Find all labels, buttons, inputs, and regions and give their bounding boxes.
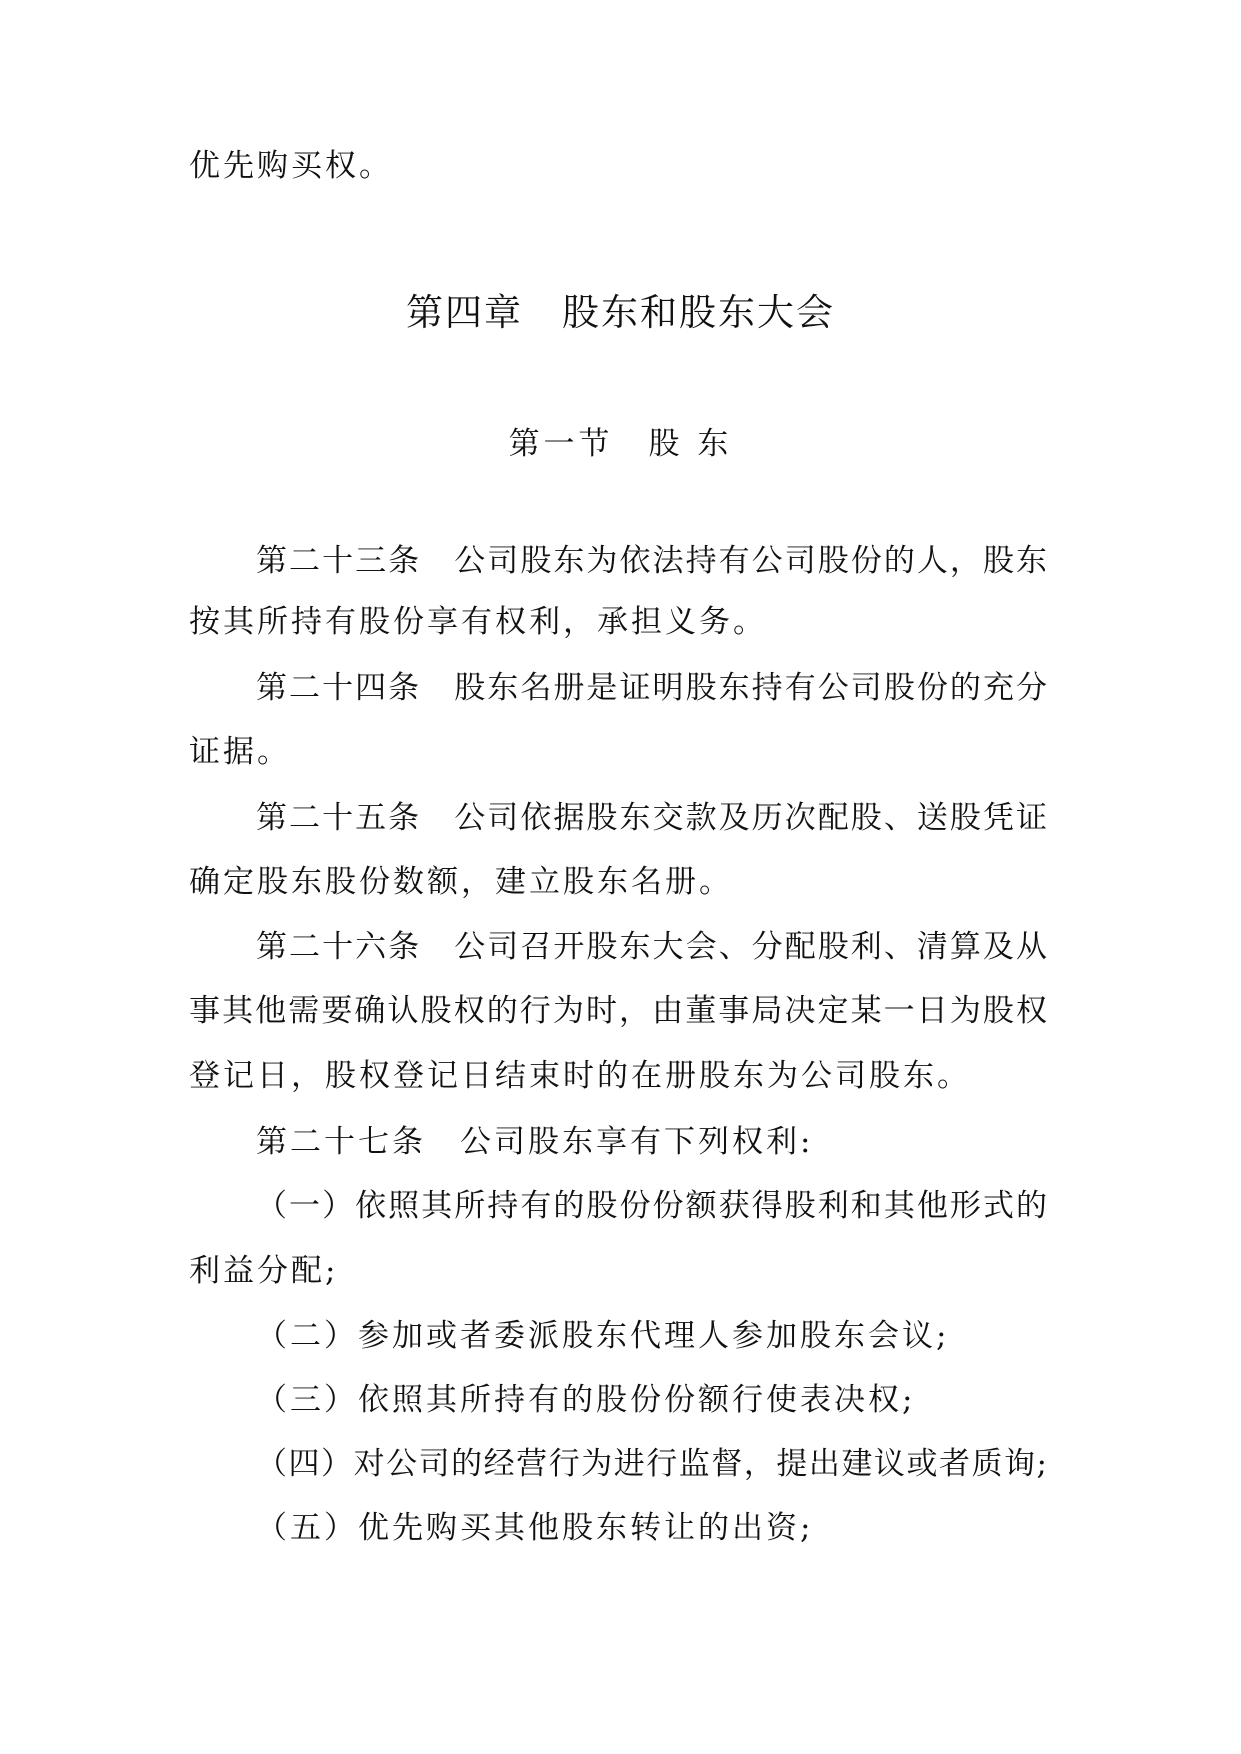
right-1-line-2: 利益分配; [189,1253,339,1289]
right-2: （二）参加或者委派股东代理人参加股东会议; [256,1318,950,1354]
carry-over-text: 优先购买权。 [189,148,393,184]
right-3: （三）依照其所持有的股份份额行使表决权; [256,1382,916,1418]
right-5: （五）优先购买其他股东转让的出资; [256,1510,814,1546]
right-1-line-1: （一）依照其所持有的股份份额获得股利和其他形式的 [256,1188,1047,1224]
article-24-line-2: 证据。 [189,734,291,770]
article-23-line-2: 按其所持有股份享有权利，承担义务。 [189,604,767,640]
article-26-line-1: 第二十六条 公司召开股东大会、分配股利、清算及从 [256,929,1047,965]
right-4: （四）对公司的经营行为进行监督，提出建议或者质询; [256,1446,1047,1482]
article-25-line-1: 第二十五条 公司依据股东交款及历次配股、送股凭证 [256,800,1047,836]
article-26-line-3: 登记日，股权登记日结束时的在册股东为公司股东。 [189,1058,971,1094]
article-25-line-2: 确定股东股份数额，建立股东名册。 [189,864,733,900]
article-27-heading: 第二十七条 公司股东享有下列权利: [256,1124,814,1160]
section-title: 第一节 股 东 [508,426,733,462]
article-26-line-2: 事其他需要确认股权的行为时，由董事局决定某一日为股权 [189,993,1047,1029]
chapter-title: 第四章 股东和股东大会 [406,291,835,334]
article-24-line-1: 第二十四条 股东名册是证明股东持有公司股份的充分 [256,670,1047,706]
article-23-line-1: 第二十三条 公司股东为依法持有公司股份的人，股东 [256,543,1047,579]
